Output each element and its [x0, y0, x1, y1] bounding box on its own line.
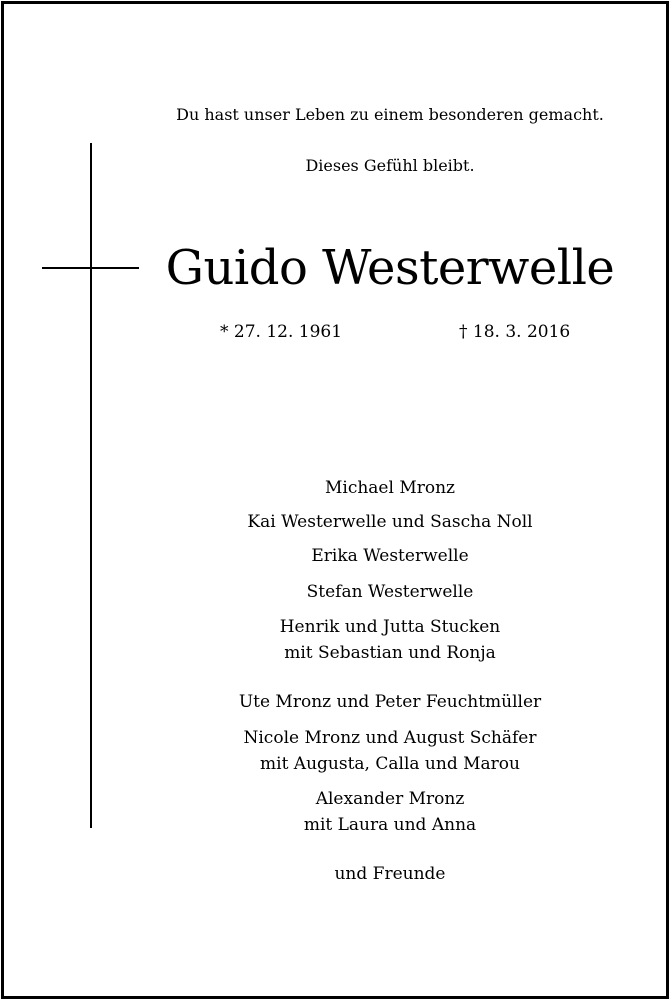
mourner-line: Michael Mronz [324, 478, 456, 498]
mourner-entry [160, 725, 620, 777]
mourner-line: Ute Mronz und Peter Feuchtmüller [238, 692, 542, 712]
mourner-entry [160, 579, 620, 605]
mourner-entry [160, 689, 620, 715]
mourner-entry [160, 614, 620, 666]
mourner-line: mit Sebastian und Ronja [284, 643, 496, 663]
mourner-line: Alexander Mronz [315, 789, 465, 809]
mourner-line: Erika Westerwelle [311, 546, 469, 566]
quote-line-1: Du hast unser Leben zu einem besonderen gemacht. [176, 105, 604, 124]
mourner-entry [160, 543, 620, 569]
mourner-line: und Freunde [334, 864, 446, 884]
mourner-line: Kai Westerwelle und Sascha Noll [247, 512, 533, 532]
birth-date: * 27. 12. 1961 [220, 322, 343, 342]
cross-horizontal-bar [42, 267, 139, 269]
mourner-entry [160, 861, 620, 887]
mourner-line: mit Laura und Anna [303, 815, 477, 835]
mourner-line: mit Augusta, Calla und Marou [260, 754, 520, 774]
mourner-line: Nicole Mronz und August Schäfer [243, 728, 537, 748]
mourner-entry [160, 786, 620, 838]
mourner-entry [160, 509, 620, 535]
mourner-line: Stefan Westerwelle [306, 582, 474, 602]
mourner-entry [160, 475, 620, 501]
quote-line-2: Dieses Gefühl bleibt. [305, 156, 475, 175]
death-date: † 18. 3. 2016 [459, 322, 571, 342]
cross-vertical-bar [90, 143, 92, 828]
mourner-line: Henrik und Jutta Stucken [279, 617, 501, 637]
deceased-name: Guido Westerwelle [165, 240, 615, 296]
